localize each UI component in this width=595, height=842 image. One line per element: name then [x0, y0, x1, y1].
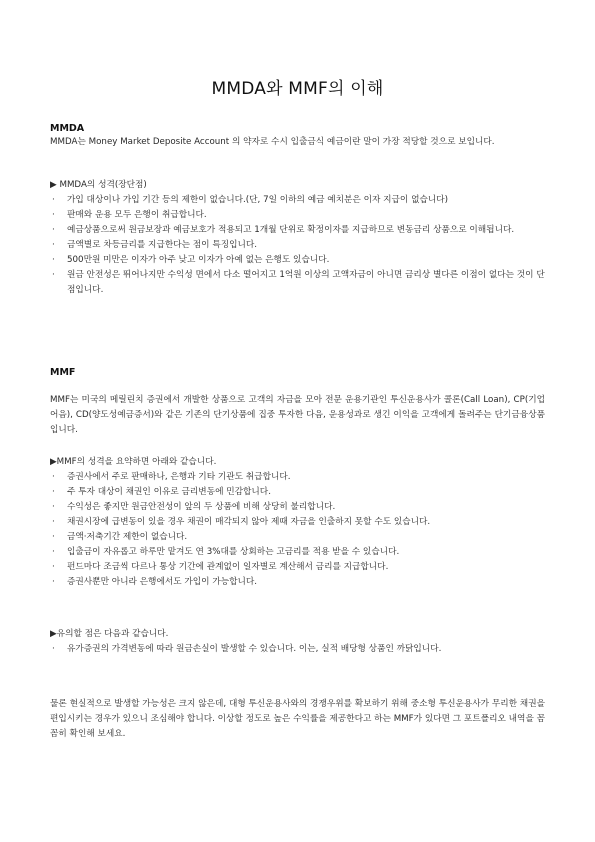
list-item-text: 판매와 운용 모두 은행이 취급합니다.: [67, 210, 207, 220]
list-item: [50, 470, 545, 485]
bullet: ·: [52, 195, 55, 205]
bullet: ·: [52, 644, 55, 654]
mmda-heading: MMDA: [50, 123, 85, 134]
list-item-text: 500만원 미만은 이자가 아주 낮고 이자가 아예 없는 은행도 있습니다.: [67, 255, 330, 265]
bullet: ·: [52, 270, 55, 280]
bullet: ·: [52, 532, 55, 542]
bullet: ·: [52, 562, 55, 572]
list-item-text: 금액별로 차등금리를 지급한다는 점이 특징입니다.: [67, 240, 258, 250]
list-item: [50, 253, 545, 268]
list-item-text: 수익성은 좋지만 원금안전성이 앞의 두 상품에 비해 상당히 불리합니다.: [67, 502, 336, 512]
list-item: [50, 575, 545, 590]
mmf-closing-paragraph: 물론 현실적으로 발생할 가능성은 크지 않은데, 대형 투신운용사와의 경쟁우위를 확보하기 위해 중소형 투신운용사가 무리한 채권을 편입시키는 경우가 있으니 조심해야 합니다. 이상할 정도로 높은 수익률을 제공한다고 하는 MMF가 있다면 그 포트폴리오 내역을 꼼꼼히 확인해 보세요.: [50, 699, 545, 739]
mmda-features-list: [50, 193, 545, 298]
mmf-features-title: ▶MMF의 성격을 요약하면 아래와 같습니다.: [50, 457, 217, 467]
list-item: [50, 515, 545, 530]
bullet: ·: [52, 472, 55, 482]
list-item: [50, 208, 545, 223]
list-item-text: 주 투자 대상이 채권인 이유로 금리변동에 민감합니다.: [67, 487, 271, 497]
list-item-text: 증권사에서 주로 판매하나, 은행과 기타 기관도 취급합니다.: [67, 472, 291, 482]
list-item-text: 증권사뿐만 아니라 은행에서도 가입이 가능합니다.: [67, 577, 258, 587]
bullet: ·: [52, 502, 55, 512]
mmda-intro: MMDA는 Money Market Deposite Account 의 약자로 수시 입출금식 예금이란 말이 가장 적당할 것으로 보입니다.: [50, 137, 495, 147]
mmf-caution-title: ▶유의할 점은 다음과 같습니다.: [50, 629, 169, 639]
list-item-text: 펀드마다 조금씩 다르나 통상 기간에 관계없이 일자별로 계산해서 금리를 지급합니다.: [67, 562, 389, 572]
mmda-features-title: ▶ MMDA의 성격(장단점): [50, 180, 147, 190]
list-item: [50, 500, 545, 515]
list-item-text: 예금상품으로써 원금보장과 예금보호가 적용되고 1개월 단위로 확정이자를 지급하므로 변동금리 상품으로 이해됩니다.: [67, 225, 515, 235]
list-item-text: 입출금이 자유롭고 하루만 맡겨도 연 3%대를 상회하는 고금리를 적용 받을 수 있습니다.: [67, 547, 400, 557]
list-item: [50, 268, 545, 298]
mmf-features-list: [50, 470, 545, 590]
bullet: ·: [52, 547, 55, 557]
list-item: [50, 223, 545, 238]
bullet: ·: [52, 240, 55, 250]
list-item-text: 금액·저축기간 제한이 없습니다.: [67, 532, 188, 542]
bullet: ·: [52, 225, 55, 235]
bullet: ·: [52, 210, 55, 220]
bullet: ·: [52, 487, 55, 497]
list-item-text: 가입 대상이나 가입 기간 등의 제한이 없습니다.(단, 7일 이하의 예금 예치분은 이자 지급이 없습니다): [67, 195, 449, 205]
bullet: ·: [52, 577, 55, 587]
list-item-text: 유가증권의 가격변동에 따라 원금손실이 발생할 수 있습니다. 이는, 실적 배당형 상품인 까닭입니다.: [67, 644, 442, 654]
list-item: [50, 642, 545, 657]
document-title: MMDA와 MMF의 이해: [211, 79, 384, 99]
list-item: [50, 545, 545, 560]
list-item: [50, 560, 545, 575]
mmf-caution-list: [50, 642, 545, 657]
list-item-text: 채권시장에 급변동이 있을 경우 채권이 매각되지 않아 제때 자금을 인출하지 못할 수도 있습니다.: [67, 517, 431, 527]
list-item-text: 원금 안전성은 뛰어나지만 수익성 면에서 다소 떨어지고 1억원 이상의 고액자금이 아니면 금리상 별다른 이점이 없다는 것이 단점입니다.: [67, 270, 545, 295]
list-item: [50, 193, 545, 208]
mmf-heading: MMF: [50, 367, 76, 378]
bullet: ·: [52, 517, 55, 527]
mmf-intro: MMF는 미국의 메릴린치 증권에서 개발한 상품으로 고객의 자금을 모아 전문 운용기관인 투신운용사가 콜론(Call Loan), CP(기업어음), CD(양도성예금증서)와 같은 기존의 단기상품에 집중 투자한 다음, 운용성과로 생긴 이익을 고객에게 돌려주는 단기금융상품입니다.: [50, 395, 545, 435]
bullet: ·: [52, 255, 55, 265]
list-item: [50, 238, 545, 253]
list-item: [50, 485, 545, 500]
list-item: [50, 530, 545, 545]
